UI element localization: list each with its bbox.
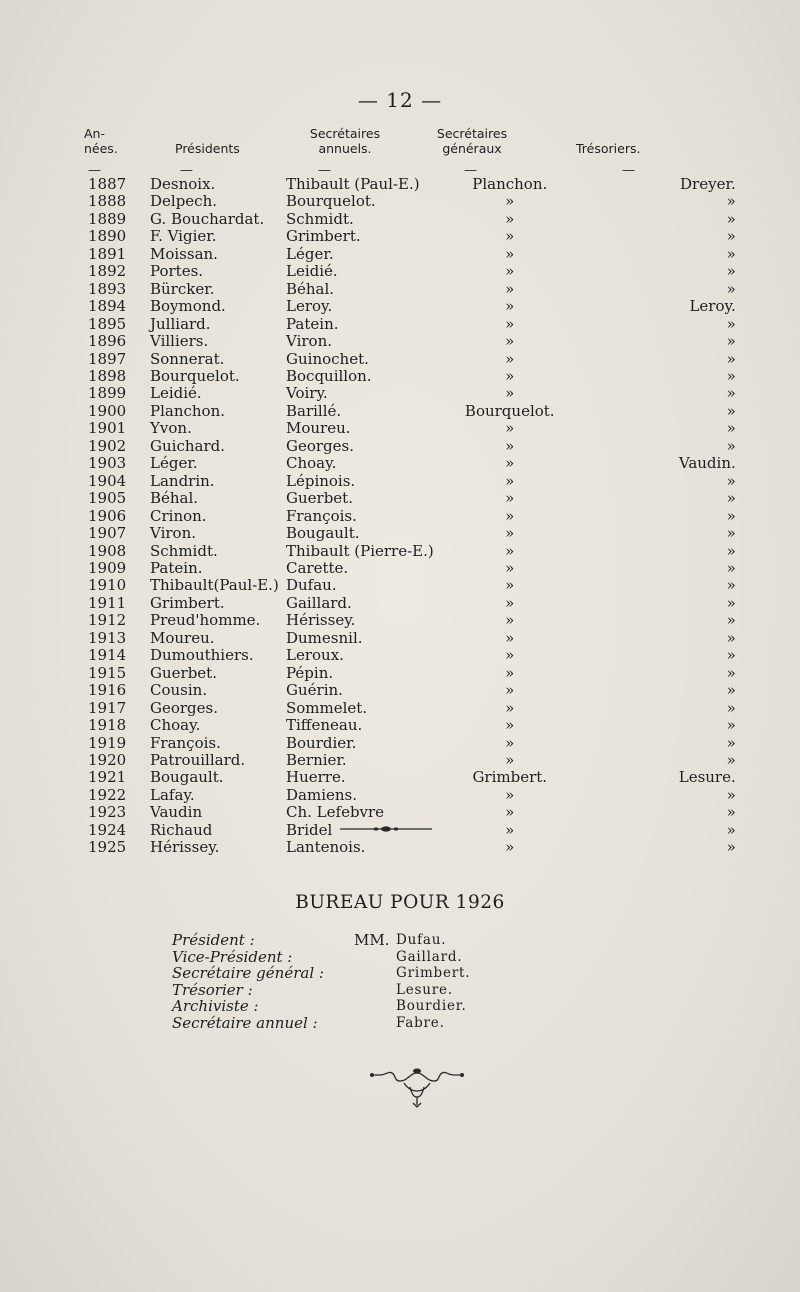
- header-sec-annuel: [304, 126, 386, 156]
- cell-sec-annuel: Tiffeneau.: [286, 716, 363, 735]
- dash-year: —: [88, 163, 101, 178]
- table-row: [88, 333, 736, 350]
- cell-tresorier: Vaudin.: [678, 454, 736, 473]
- separator-rule-icon: [340, 826, 432, 832]
- cell-president: Crinon.: [150, 506, 207, 525]
- cell-year: 1897: [88, 349, 127, 368]
- cell-president: Léger.: [150, 454, 198, 473]
- cell-sec-annuel: Dumesnil.: [286, 628, 363, 647]
- cell-president: Dumouthiers.: [150, 646, 254, 665]
- cell-sec-general: »: [505, 628, 515, 647]
- cell-president: Preud'homme.: [150, 611, 261, 630]
- cell-tresorier: »: [726, 803, 736, 822]
- dash-tresorier: —: [622, 163, 635, 178]
- cell-tresorier: »: [726, 733, 736, 752]
- header-sec-general-line2: généraux: [442, 141, 502, 156]
- table-row: [88, 717, 736, 734]
- cell-sec-general: Grimbert.: [472, 768, 548, 787]
- cell-tresorier: »: [726, 576, 736, 595]
- table-row: [88, 455, 736, 472]
- table-row: [88, 839, 736, 856]
- cell-tresorier: »: [726, 698, 736, 717]
- cell-year: 1895: [88, 314, 127, 333]
- cell-sec-annuel: Thibault (Paul-E.): [286, 175, 420, 193]
- cell-sec-annuel: Guinochet.: [286, 349, 369, 368]
- cell-president: Thibault(Paul-E.): [150, 576, 279, 595]
- table-row: [88, 525, 736, 542]
- cell-year: 1921: [88, 768, 127, 787]
- cell-tresorier: Dreyer.: [680, 175, 736, 193]
- page-number: — 12 —: [357, 88, 443, 112]
- cell-year: 1893: [88, 279, 127, 298]
- cell-sec-annuel: Choay.: [286, 454, 337, 473]
- cell-tresorier: »: [726, 524, 736, 543]
- table-row: [88, 211, 736, 228]
- cell-sec-general: »: [505, 716, 515, 735]
- cell-president: Landrin.: [150, 471, 215, 490]
- cell-tresorier: »: [726, 471, 736, 490]
- cell-year: 1894: [88, 297, 127, 316]
- officer-row-secretaire-general: [172, 964, 471, 982]
- cell-sec-general: »: [505, 785, 515, 804]
- cell-year: 1914: [88, 646, 127, 665]
- table-row: [88, 682, 736, 699]
- cell-tresorier: »: [726, 419, 736, 438]
- cell-sec-general: »: [505, 471, 515, 490]
- cell-president: G. Bouchardat.: [150, 209, 265, 228]
- cell-sec-general: »: [505, 698, 515, 717]
- cell-president: Guichard.: [150, 436, 225, 455]
- cell-year: 1919: [88, 733, 127, 752]
- cell-sec-annuel: Ch. Lefebvre: [286, 803, 385, 822]
- cell-year: 1901: [88, 419, 127, 438]
- cell-sec-general: »: [505, 681, 515, 700]
- cell-sec-annuel: Bernier.: [286, 750, 347, 769]
- cell-sec-annuel: Léger.: [286, 244, 334, 263]
- cell-president: Guerbet.: [150, 663, 217, 682]
- cell-president: Delpech.: [150, 192, 218, 211]
- cell-sec-general: »: [505, 576, 515, 595]
- cell-year: 1898: [88, 366, 127, 385]
- cell-sec-annuel: Hérissey.: [286, 611, 356, 630]
- cell-president: Patrouillard.: [150, 750, 246, 769]
- cell-year: 1907: [88, 524, 127, 543]
- cell-president: Leidié.: [150, 384, 202, 403]
- cell-year: 1905: [88, 489, 127, 508]
- header-sec-general: [428, 126, 516, 156]
- cell-sec-annuel: Patein.: [286, 314, 339, 333]
- officer-row-president: [172, 931, 447, 949]
- table-row: [88, 508, 736, 525]
- decorative-ornament-icon: [368, 1065, 466, 1109]
- cell-sec-annuel: Lantenois.: [286, 838, 366, 857]
- cell-sec-general: »: [505, 227, 515, 246]
- cell-tresorier: »: [726, 611, 736, 630]
- cell-sec-annuel: Bourdier.: [286, 733, 357, 752]
- cell-tresorier: »: [726, 541, 736, 560]
- cell-year: 1890: [88, 227, 127, 246]
- cell-year: 1925: [88, 838, 127, 857]
- cell-sec-annuel: Huerre.: [286, 768, 346, 787]
- cell-sec-general: »: [505, 366, 515, 385]
- cell-tresorier: »: [726, 384, 736, 403]
- cell-tresorier: »: [726, 489, 736, 508]
- table-row: [88, 630, 736, 647]
- cell-sec-general: »: [505, 506, 515, 525]
- cell-president: Moureu.: [150, 628, 215, 647]
- table-row: [88, 647, 736, 664]
- table-row: [88, 438, 736, 455]
- cell-tresorier: »: [726, 750, 736, 769]
- cell-year: 1923: [88, 803, 127, 822]
- table-row: [88, 804, 736, 821]
- cell-sec-general: »: [505, 593, 515, 612]
- cell-sec-general: »: [505, 663, 515, 682]
- table-row: [88, 193, 736, 210]
- cell-year: 1910: [88, 576, 127, 595]
- cell-tresorier: »: [726, 558, 736, 577]
- header-year: [84, 126, 118, 156]
- cell-sec-annuel: Sommelet.: [286, 698, 368, 717]
- cell-president: Vaudin: [150, 803, 203, 822]
- cell-year: 1887: [88, 175, 127, 193]
- cell-president: Béhal.: [150, 489, 199, 508]
- table-row: [88, 263, 736, 280]
- cell-president: Schmidt.: [150, 541, 218, 560]
- cell-sec-general: »: [505, 192, 515, 211]
- officer-name: Grimbert.: [396, 965, 471, 981]
- officers-register-table: [88, 176, 736, 857]
- cell-president: Grimbert.: [150, 593, 225, 612]
- officer-role: Président :: [172, 931, 255, 949]
- table-row: [88, 769, 736, 786]
- cell-sec-general: »: [505, 454, 515, 473]
- table-row: [88, 473, 736, 490]
- officer-row-archiviste: [172, 997, 467, 1015]
- cell-sec-general: »: [505, 611, 515, 630]
- table-row: [88, 368, 736, 385]
- cell-year: 1906: [88, 506, 127, 525]
- cell-year: 1902: [88, 436, 127, 455]
- cell-sec-general: »: [505, 419, 515, 438]
- cell-year: 1909: [88, 558, 127, 577]
- cell-tresorier: »: [726, 628, 736, 647]
- header-sec-annuel-line1: Secrétaires: [309, 126, 381, 141]
- cell-president: Cousin.: [150, 681, 208, 700]
- cell-sec-general: »: [505, 541, 515, 560]
- cell-president: Boymond.: [150, 297, 226, 316]
- cell-president: Georges.: [150, 698, 219, 717]
- table-row: [88, 403, 736, 420]
- cell-tresorier: »: [726, 838, 736, 857]
- cell-sec-general: »: [505, 297, 515, 316]
- cell-tresorier: »: [726, 436, 736, 455]
- cell-sec-general: »: [505, 314, 515, 333]
- cell-year: 1889: [88, 209, 127, 228]
- cell-sec-annuel: Barillé.: [286, 401, 342, 420]
- table-row: [88, 560, 736, 577]
- cell-sec-annuel: Bougault.: [286, 524, 360, 543]
- table-row: [88, 577, 736, 594]
- cell-tresorier: »: [726, 227, 736, 246]
- table-row: [88, 787, 736, 804]
- cell-sec-annuel: Lépinois.: [286, 471, 356, 490]
- cell-president: F. Vigier.: [150, 227, 217, 246]
- table-row: [88, 281, 736, 298]
- cell-sec-annuel: Viron.: [286, 332, 332, 351]
- officer-name: Bourdier.: [396, 998, 467, 1014]
- table-row: [88, 420, 736, 437]
- cell-sec-annuel: Grimbert.: [286, 227, 361, 246]
- cell-sec-general: »: [505, 332, 515, 351]
- cell-sec-annuel: François.: [286, 506, 357, 525]
- officer-role: Vice-Président :: [172, 947, 293, 966]
- cell-president: Patein.: [150, 558, 203, 577]
- header-sec-general-line1: Secrétaires: [436, 126, 508, 141]
- dash-sec-annuel: —: [318, 163, 331, 178]
- dash-sec-general: —: [464, 163, 477, 178]
- bureau-title: BUREAU POUR 1926: [295, 892, 505, 913]
- bureau-officers: [172, 931, 471, 1032]
- cell-year: 1917: [88, 698, 127, 717]
- cell-president: Bürcker.: [150, 279, 215, 298]
- header-year-line1: An-: [84, 126, 105, 141]
- mm-label: MM.: [354, 931, 390, 949]
- cell-president: Sonnerat.: [150, 349, 225, 368]
- cell-tresorier: »: [726, 663, 736, 682]
- cell-sec-annuel: Béhal.: [286, 279, 335, 298]
- officer-role: Secrétaire annuel :: [172, 1013, 318, 1032]
- cell-sec-annuel: Thibault (Pierre-E.): [286, 541, 434, 560]
- cell-tresorier: »: [726, 244, 736, 263]
- cell-sec-annuel: Voiry.: [286, 384, 328, 403]
- cell-year: 1911: [88, 593, 127, 612]
- cell-year: 1916: [88, 681, 127, 700]
- cell-sec-annuel: Leroux.: [286, 646, 344, 665]
- cell-sec-annuel: Carette.: [286, 558, 349, 577]
- cell-sec-general: »: [505, 489, 515, 508]
- cell-tresorier: »: [726, 314, 736, 333]
- cell-year: 1922: [88, 785, 127, 804]
- cell-president: Viron.: [150, 524, 196, 543]
- table-row: [88, 246, 736, 263]
- cell-tresorier: »: [726, 646, 736, 665]
- cell-tresorier: Lesure.: [678, 768, 736, 787]
- officer-row-tresorier: [172, 980, 453, 999]
- cell-sec-general: »: [505, 803, 515, 822]
- cell-sec-general: »: [505, 279, 515, 298]
- cell-sec-general: Bourquelot.: [464, 401, 555, 420]
- table-row: [88, 176, 736, 193]
- officer-name: Lesure.: [396, 981, 453, 998]
- cell-sec-annuel: Dufau.: [286, 576, 337, 595]
- cell-sec-annuel: Moureu.: [286, 419, 351, 438]
- cell-tresorier: Leroy.: [689, 297, 736, 316]
- cell-president: Hérissey.: [150, 838, 220, 857]
- cell-sec-general: »: [505, 436, 515, 455]
- cell-tresorier: »: [726, 785, 736, 804]
- officer-name: Gaillard.: [396, 948, 463, 965]
- cell-sec-general: »: [505, 384, 515, 403]
- table-row: [88, 316, 736, 333]
- officer-row-vice-president: [172, 947, 463, 966]
- table-row: [88, 228, 736, 245]
- cell-tresorier: »: [726, 506, 736, 525]
- cell-year: 1912: [88, 611, 127, 630]
- cell-president: Portes.: [150, 262, 204, 281]
- cell-president: Desnoix.: [150, 175, 216, 193]
- table-row: [88, 752, 736, 769]
- cell-sec-general: »: [505, 244, 515, 263]
- cell-year: 1915: [88, 663, 127, 682]
- table-row: [88, 735, 736, 752]
- cell-president: Villiers.: [150, 332, 209, 351]
- cell-sec-general: »: [505, 733, 515, 752]
- officer-name: Dufau.: [396, 932, 447, 948]
- cell-year: 1903: [88, 454, 127, 473]
- cell-sec-general: »: [505, 524, 515, 543]
- cell-tresorier: »: [726, 681, 736, 700]
- table-row: [88, 665, 736, 682]
- table-row: [88, 385, 736, 402]
- table-row: [88, 700, 736, 717]
- cell-sec-annuel: Bourquelot.: [286, 192, 376, 211]
- cell-sec-annuel: Leroy.: [286, 297, 333, 316]
- cell-year: 1892: [88, 262, 127, 281]
- table-row: [88, 490, 736, 507]
- cell-president: Choay.: [150, 716, 201, 735]
- cell-tresorier: »: [726, 401, 736, 420]
- cell-sec-annuel: Schmidt.: [286, 209, 354, 228]
- cell-tresorier: »: [726, 366, 736, 385]
- table-row: [88, 595, 736, 612]
- table-row: [88, 612, 736, 629]
- cell-year: 1913: [88, 628, 127, 647]
- cell-sec-general: Planchon.: [472, 175, 548, 193]
- cell-year: 1924: [88, 820, 127, 839]
- cell-sec-annuel: Gaillard.: [286, 593, 352, 612]
- dash-president: —: [180, 163, 193, 178]
- cell-year: 1918: [88, 716, 127, 735]
- cell-sec-annuel: Bocquillon.: [286, 366, 372, 385]
- cell-sec-general: »: [505, 646, 515, 665]
- officer-role: Secrétaire général :: [172, 964, 324, 982]
- header-tresorier: Trésoriers.: [576, 141, 641, 156]
- cell-sec-annuel: Leidié.: [286, 262, 338, 281]
- cell-year: 1908: [88, 541, 127, 560]
- cell-president: Lafay.: [150, 785, 195, 804]
- table-row: [88, 543, 736, 560]
- table-row: [88, 298, 736, 315]
- cell-tresorier: »: [726, 593, 736, 612]
- cell-sec-general: »: [505, 262, 515, 281]
- cell-tresorier: »: [726, 279, 736, 298]
- officer-role: Trésorier :: [172, 980, 253, 999]
- cell-sec-general: »: [505, 349, 515, 368]
- cell-sec-annuel: Georges.: [286, 436, 355, 455]
- cell-tresorier: »: [726, 192, 736, 211]
- officer-name: Fabre.: [396, 1014, 445, 1031]
- cell-tresorier: »: [726, 349, 736, 368]
- cell-president: Yvon.: [150, 419, 192, 438]
- cell-tresorier: »: [726, 209, 736, 228]
- cell-sec-general: »: [505, 838, 515, 857]
- cell-sec-annuel: Guérin.: [286, 681, 343, 700]
- cell-sec-general: »: [505, 820, 515, 839]
- header-year-line2: nées.: [84, 141, 118, 156]
- cell-year: 1896: [88, 332, 127, 351]
- header-president: Présidents: [175, 141, 240, 156]
- cell-president: François.: [150, 733, 221, 752]
- cell-president: Bougault.: [150, 768, 224, 787]
- cell-sec-general: »: [505, 209, 515, 228]
- cell-sec-annuel: Bridel: [286, 820, 333, 839]
- cell-year: 1891: [88, 244, 127, 263]
- register-body: [88, 176, 736, 857]
- cell-tresorier: »: [726, 332, 736, 351]
- cell-tresorier: »: [726, 820, 736, 839]
- cell-year: 1900: [88, 401, 127, 420]
- cell-president: Richaud: [150, 820, 213, 839]
- cell-tresorier: »: [726, 716, 736, 735]
- cell-sec-annuel: Damiens.: [286, 785, 357, 804]
- cell-president: Bourquelot.: [150, 366, 240, 385]
- header-sec-annuel-line2: annuels.: [318, 141, 372, 156]
- cell-president: Planchon.: [150, 401, 226, 420]
- cell-sec-general: »: [505, 558, 515, 577]
- cell-president: Julliard.: [150, 314, 211, 333]
- cell-year: 1899: [88, 384, 127, 403]
- cell-sec-annuel: Guerbet.: [286, 489, 353, 508]
- officer-row-secretaire-annuel: [172, 1013, 445, 1032]
- cell-year: 1920: [88, 750, 127, 769]
- cell-year: 1888: [88, 192, 127, 211]
- table-row: [88, 351, 736, 368]
- cell-sec-annuel: Pépin.: [286, 663, 334, 682]
- cell-sec-general: »: [505, 750, 515, 769]
- cell-president: Moissan.: [150, 244, 218, 263]
- officer-role: Archiviste :: [172, 997, 259, 1015]
- cell-tresorier: »: [726, 262, 736, 281]
- cell-year: 1904: [88, 471, 127, 490]
